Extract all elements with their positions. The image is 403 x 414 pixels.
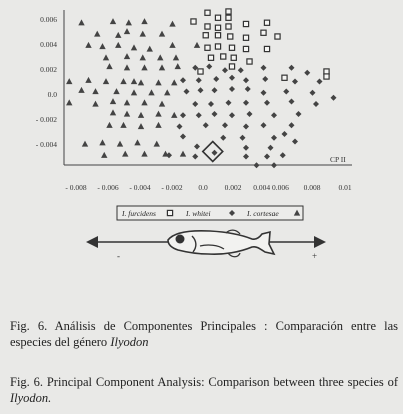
point-icortesae xyxy=(138,123,144,129)
legend-label: I. whitei xyxy=(186,209,211,218)
point-icortesae xyxy=(147,46,153,52)
point-iwhitei xyxy=(194,144,200,150)
point-ifurcidens xyxy=(221,54,226,59)
point-icortesae xyxy=(66,99,72,105)
point-iwhitei xyxy=(331,95,337,101)
point-iwhitei xyxy=(264,154,270,160)
point-ifurcidens xyxy=(264,20,269,25)
point-ifurcidens xyxy=(324,74,329,79)
point-icortesae xyxy=(154,141,160,147)
point-iwhitei xyxy=(184,89,190,95)
point-icortesae xyxy=(115,42,121,48)
point-icortesae xyxy=(157,54,163,60)
caption-english xyxy=(10,374,398,406)
point-ifurcidens xyxy=(243,35,248,40)
point-icortesae xyxy=(141,99,147,105)
point-iwhitei xyxy=(271,135,277,141)
point-icortesae xyxy=(171,79,177,85)
point-iwhitei xyxy=(261,122,267,128)
point-icortesae xyxy=(78,87,84,93)
legend xyxy=(117,206,303,220)
legend-label: I. furcidens xyxy=(122,209,156,218)
point-icortesae xyxy=(173,54,179,60)
y-tick-label: 0.002 xyxy=(40,65,57,74)
point-icortesae xyxy=(138,112,144,118)
point-icortesae xyxy=(124,111,130,117)
point-iwhitei xyxy=(208,101,214,107)
point-iwhitei xyxy=(247,111,253,117)
point-icortesae xyxy=(131,44,137,50)
x-tick-label: 0.004 0.006 xyxy=(253,183,289,192)
point-icortesae xyxy=(85,42,91,48)
point-icortesae xyxy=(171,112,177,118)
point-iwhitei xyxy=(212,150,218,156)
y-tick-labels xyxy=(36,15,58,149)
point-icortesae xyxy=(115,32,121,38)
point-ifurcidens xyxy=(231,55,236,60)
point-icortesae xyxy=(82,141,88,147)
point-icortesae xyxy=(124,64,130,70)
point-ifurcidens xyxy=(243,21,248,26)
x-tick-label: 0.008 xyxy=(303,183,321,192)
point-icortesae xyxy=(122,151,128,157)
point-ifurcidens xyxy=(215,44,220,49)
point-iwhitei xyxy=(289,122,295,128)
point-iwhitei xyxy=(243,124,249,130)
caption-spanish-genus: Ilyodon xyxy=(110,335,149,349)
point-icortesae xyxy=(120,78,126,84)
legend-label: I. cortesae xyxy=(247,209,279,218)
point-icortesae xyxy=(99,43,105,49)
legend-marker xyxy=(167,210,172,215)
point-icortesae xyxy=(138,79,144,85)
point-iwhitei xyxy=(243,154,249,160)
point-iwhitei xyxy=(222,67,228,73)
point-icortesae xyxy=(94,31,100,37)
point-ifurcidens xyxy=(226,24,231,29)
x-tick-label: 0.01 xyxy=(338,183,352,192)
y-tick-label: 0.004 xyxy=(40,40,57,49)
point-iwhitei xyxy=(317,79,323,85)
point-ifurcidens xyxy=(264,46,269,51)
point-icortesae xyxy=(101,152,107,158)
point-ifurcidens xyxy=(229,64,234,69)
point-iwhitei xyxy=(261,65,267,71)
point-ifurcidens xyxy=(226,9,231,14)
x-tick-label: - 0.008 xyxy=(65,183,87,192)
point-icortesae xyxy=(194,42,200,48)
point-icortesae xyxy=(124,99,130,105)
point-ifurcidens xyxy=(203,33,208,38)
point-icortesae xyxy=(159,64,165,70)
scale-plus-sign: + xyxy=(312,251,318,261)
point-icortesae xyxy=(103,78,109,84)
point-iwhitei xyxy=(212,111,218,117)
point-iwhitei xyxy=(229,75,235,81)
x-tick-label: - 0.002 xyxy=(161,183,183,192)
point-iwhitei xyxy=(264,100,270,106)
point-iwhitei xyxy=(243,145,249,151)
point-icortesae xyxy=(131,89,137,95)
point-icortesae xyxy=(124,53,130,59)
point-iwhitei xyxy=(310,90,316,96)
x-tick-labels xyxy=(65,183,351,192)
point-icortesae xyxy=(140,54,146,60)
point-iwhitei xyxy=(271,162,277,168)
point-iwhitei xyxy=(304,70,310,76)
point-icortesae xyxy=(106,122,112,128)
point-icortesae xyxy=(117,141,123,147)
caption-english-text: Fig. 6. Principal Component Analysis: Comparison between three species of xyxy=(10,375,398,389)
point-icortesae xyxy=(126,19,132,25)
point-iwhitei xyxy=(289,65,295,71)
point-iwhitei xyxy=(292,139,298,145)
point-icortesae xyxy=(92,101,98,107)
point-iwhitei xyxy=(220,135,226,141)
point-icortesae xyxy=(92,88,98,94)
point-ifurcidens xyxy=(198,69,203,74)
point-iwhitei xyxy=(180,112,186,118)
point-iwhitei xyxy=(177,124,183,130)
point-iwhitei xyxy=(213,76,219,82)
point-icortesae xyxy=(120,122,126,128)
point-icortesae xyxy=(110,18,116,24)
point-icortesae xyxy=(155,122,161,128)
point-icortesae xyxy=(155,111,161,117)
point-iwhitei xyxy=(289,99,295,105)
point-icortesae xyxy=(110,109,116,115)
point-icortesae xyxy=(140,31,146,37)
point-iwhitei xyxy=(261,90,267,96)
point-icortesae xyxy=(134,139,140,145)
point-icortesae xyxy=(106,63,112,69)
point-iwhitei xyxy=(203,122,209,128)
point-iwhitei xyxy=(229,112,235,118)
caption-spanish-text: Fig. 6. Análisis de Componentes Principales : Comparación entre las especies del género xyxy=(10,319,398,349)
point-iwhitei xyxy=(196,77,202,83)
point-ifurcidens xyxy=(205,45,210,50)
point-iwhitei xyxy=(222,122,228,128)
x-tick-label: 0.002 xyxy=(224,183,242,192)
point-iwhitei xyxy=(238,67,244,73)
point-iwhitei xyxy=(240,135,246,141)
point-icortesae xyxy=(159,101,165,107)
point-ifurcidens xyxy=(215,25,220,30)
point-ifurcidens xyxy=(282,75,287,80)
data-points xyxy=(66,9,336,168)
point-icortesae xyxy=(155,79,161,85)
scale-minus-sign: - xyxy=(117,251,120,261)
point-iwhitei xyxy=(180,77,186,83)
point-icortesae xyxy=(169,21,175,27)
point-iwhitei xyxy=(212,87,218,93)
point-icortesae xyxy=(66,78,72,84)
point-icortesae xyxy=(164,89,170,95)
x-axis-label: CP II xyxy=(330,155,346,164)
point-iwhitei xyxy=(206,64,212,70)
point-iwhitei xyxy=(226,100,232,106)
arrow-left-head xyxy=(86,236,98,248)
point-icortesae xyxy=(110,98,116,104)
y-tick-label: 0.006 xyxy=(40,15,57,24)
fish-outline-icon xyxy=(168,230,274,257)
point-ifurcidens xyxy=(215,33,220,38)
point-iwhitei xyxy=(192,101,198,107)
point-iwhitei xyxy=(180,134,186,140)
y-tick-label: 0.0 xyxy=(47,90,57,99)
point-icortesae xyxy=(85,77,91,83)
point-iwhitei xyxy=(280,152,286,158)
y-tick-label: - 0.002 xyxy=(35,115,57,124)
point-icortesae xyxy=(78,19,84,25)
point-iwhitei xyxy=(254,162,260,168)
point-ifurcidens xyxy=(205,10,210,15)
point-iwhitei xyxy=(271,112,277,118)
point-icortesae xyxy=(103,54,109,60)
x-tick-label: - 0.006 xyxy=(97,183,119,192)
point-ifurcidens xyxy=(247,59,252,64)
point-ifurcidens xyxy=(228,34,233,39)
caption-spanish xyxy=(10,318,398,350)
y-tick-label: - 0.004 xyxy=(35,140,57,149)
point-icortesae xyxy=(148,89,154,95)
point-iwhitei xyxy=(229,86,235,92)
point-iwhitei xyxy=(282,131,288,137)
point-ifurcidens xyxy=(229,45,234,50)
point-ifurcidens xyxy=(261,30,266,35)
caption-english-genus: Ilyodon. xyxy=(10,391,52,405)
point-iwhitei xyxy=(268,145,274,151)
point-iwhitei xyxy=(292,79,298,85)
point-icortesae xyxy=(175,63,181,69)
point-icortesae xyxy=(169,42,175,48)
point-iwhitei xyxy=(262,76,268,82)
point-icortesae xyxy=(113,88,119,94)
point-iwhitei xyxy=(313,101,319,107)
point-icortesae xyxy=(180,151,186,157)
point-iwhitei xyxy=(283,89,289,95)
point-ifurcidens xyxy=(275,34,280,39)
arrow-right-head xyxy=(314,236,326,248)
point-icortesae xyxy=(131,78,137,84)
point-icortesae xyxy=(99,139,105,145)
point-icortesae xyxy=(141,151,147,157)
point-ifurcidens xyxy=(226,15,231,20)
point-ifurcidens xyxy=(191,19,196,24)
x-tick-label: - 0.004 xyxy=(129,183,151,192)
point-iwhitei xyxy=(243,77,249,83)
point-icortesae xyxy=(141,64,147,70)
point-icortesae xyxy=(124,28,130,34)
point-ifurcidens xyxy=(208,55,213,60)
point-ifurcidens xyxy=(243,46,248,51)
point-iwhitei xyxy=(196,112,202,118)
point-iwhitei xyxy=(296,111,302,117)
x-tick-label: 0.0 xyxy=(198,183,208,192)
point-ifurcidens xyxy=(205,24,210,29)
point-iwhitei xyxy=(243,100,249,106)
point-icortesae xyxy=(159,31,165,37)
point-iwhitei xyxy=(198,87,204,93)
point-icortesae xyxy=(141,18,147,24)
point-iwhitei xyxy=(192,154,198,160)
point-iwhitei xyxy=(245,86,251,92)
point-ifurcidens xyxy=(215,15,220,20)
